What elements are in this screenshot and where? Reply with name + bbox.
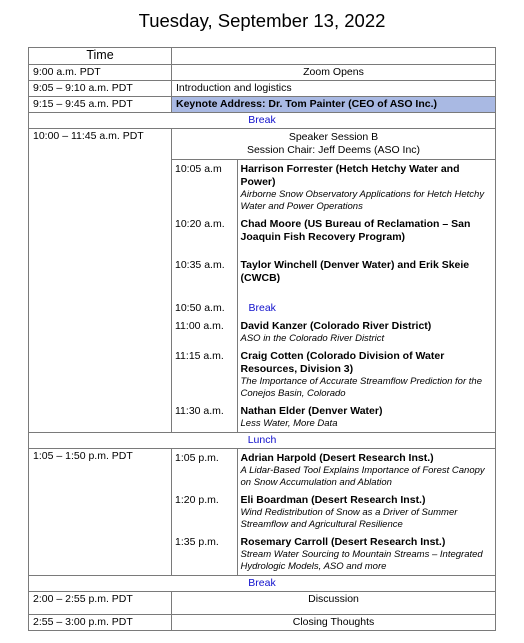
page-title: Tuesday, September 13, 2022: [138, 10, 386, 31]
talk-speaker: Taylor Winchell (Denver Water) and Erik Skeie (CWCB): [240, 259, 470, 284]
lunch-label: Lunch: [29, 433, 496, 449]
talk-speaker: Harrison Forrester (Hetch Hetchy Water and Power): [240, 163, 460, 188]
break-row: [29, 113, 496, 129]
row-time: 2:00 – 2:55 p.m. PDT: [29, 592, 172, 615]
talk-time: 1:20 p.m.: [172, 491, 237, 533]
table-row: [29, 615, 496, 631]
talk-time: 10:05 a.m: [172, 160, 237, 216]
talk-title: The Importance of Accurate Streamflow Prediction for the Conejos Basin, Colorado: [240, 376, 482, 399]
talk-time: 10:35 a.m.: [172, 256, 237, 299]
talk-speaker: Rosemary Carroll (Desert Research Inst.): [240, 536, 446, 548]
talk-speaker: Eli Boardman (Desert Research Inst.): [240, 494, 426, 506]
session-c-talks: [172, 449, 495, 575]
talk-speaker: Nathan Elder (Denver Water): [240, 405, 383, 417]
session-b-heading: Speaker Session B: [288, 131, 379, 143]
talk-speaker: Craig Cotten (Colorado Division of Water Resources, Division 3): [240, 350, 445, 375]
talk-time: 11:15 a.m.: [172, 347, 237, 402]
time-header: Time: [29, 48, 172, 65]
session-b-chair: Session Chair: Jeff Deems (ASO Inc): [246, 144, 421, 156]
break-label: Break: [29, 113, 496, 129]
talk-row: [172, 256, 495, 299]
talk-break-label: Break: [248, 302, 276, 314]
talk-row: [172, 449, 495, 491]
talk-row: [172, 491, 495, 533]
talk-title: A Lidar-Based Tool Explains Importance of Forest Canopy on Snow Accumulation and Ablation: [240, 465, 485, 488]
talk-row: [172, 402, 495, 432]
talk-row: [172, 347, 495, 402]
talk-title: ASO in the Colorado River District: [240, 333, 385, 344]
talk-speaker: David Kanzer (Colorado River District): [240, 320, 432, 332]
talk-time: 1:35 p.m.: [172, 533, 237, 575]
row-time: 2:55 – 3:00 p.m. PDT: [29, 615, 172, 631]
table-row: [29, 592, 496, 615]
session-c-row: [29, 449, 496, 576]
session-b-cell: [172, 129, 496, 433]
talk-row: [172, 533, 495, 575]
talk-title: Less Water, More Data: [240, 418, 338, 429]
talk-title: Wind Redistribution of Snow as a Driver of Summer Streamflow and Agricultural Resilience: [240, 507, 458, 530]
talk-speaker: Adrian Harpold (Desert Research Inst.): [240, 452, 434, 464]
table-row: [29, 65, 496, 81]
session-c-time: 1:05 – 1:50 p.m. PDT: [29, 449, 172, 576]
row-event: Discussion: [172, 592, 496, 615]
table-header: [29, 48, 496, 65]
table-row: [29, 97, 496, 113]
session-b-row: [29, 129, 496, 433]
talk-title: Airborne Snow Observatory Applications for Hetch Hetchy Water and Power Operations: [240, 189, 485, 212]
talk-time: 1:05 p.m.: [172, 449, 237, 491]
event-header: [172, 48, 496, 65]
row-time: 9:00 a.m. PDT: [29, 65, 172, 81]
talk-title: Stream Water Sourcing to Mountain Streams – Integrated Hydrologic Models, ASO and more: [240, 549, 483, 572]
table-row: [29, 81, 496, 97]
talk-row: [172, 317, 495, 347]
row-time: 9:05 – 9:10 a.m. PDT: [29, 81, 172, 97]
session-b-time: 10:00 – 11:45 a.m. PDT: [29, 129, 172, 433]
talk-time: 10:50 a.m.: [172, 299, 237, 317]
row-event: Zoom Opens: [172, 65, 496, 81]
break-label: Break: [29, 576, 496, 592]
talk-row: [172, 160, 495, 216]
row-time: 9:15 – 9:45 a.m. PDT: [29, 97, 172, 113]
row-event: Closing Thoughts: [172, 615, 496, 631]
talk-row: [172, 299, 495, 317]
lunch-row: [29, 433, 496, 449]
talk-time: 11:30 a.m.: [172, 402, 237, 432]
session-b-talks: [172, 159, 495, 432]
break-row: [29, 576, 496, 592]
talk-row: [172, 215, 495, 256]
schedule-table: [28, 47, 496, 631]
talk-time: 11:00 a.m.: [172, 317, 237, 347]
talk-time: 10:20 a.m.: [172, 215, 237, 256]
talk-speaker: Chad Moore (US Bureau of Reclamation – San Joaquin Fish Recovery Program): [240, 218, 471, 243]
session-c-cell: [172, 449, 496, 576]
row-event: Introduction and logistics: [172, 81, 496, 97]
keynote-event: Keynote Address: Dr. Tom Painter (CEO of ASO Inc.): [172, 97, 496, 113]
